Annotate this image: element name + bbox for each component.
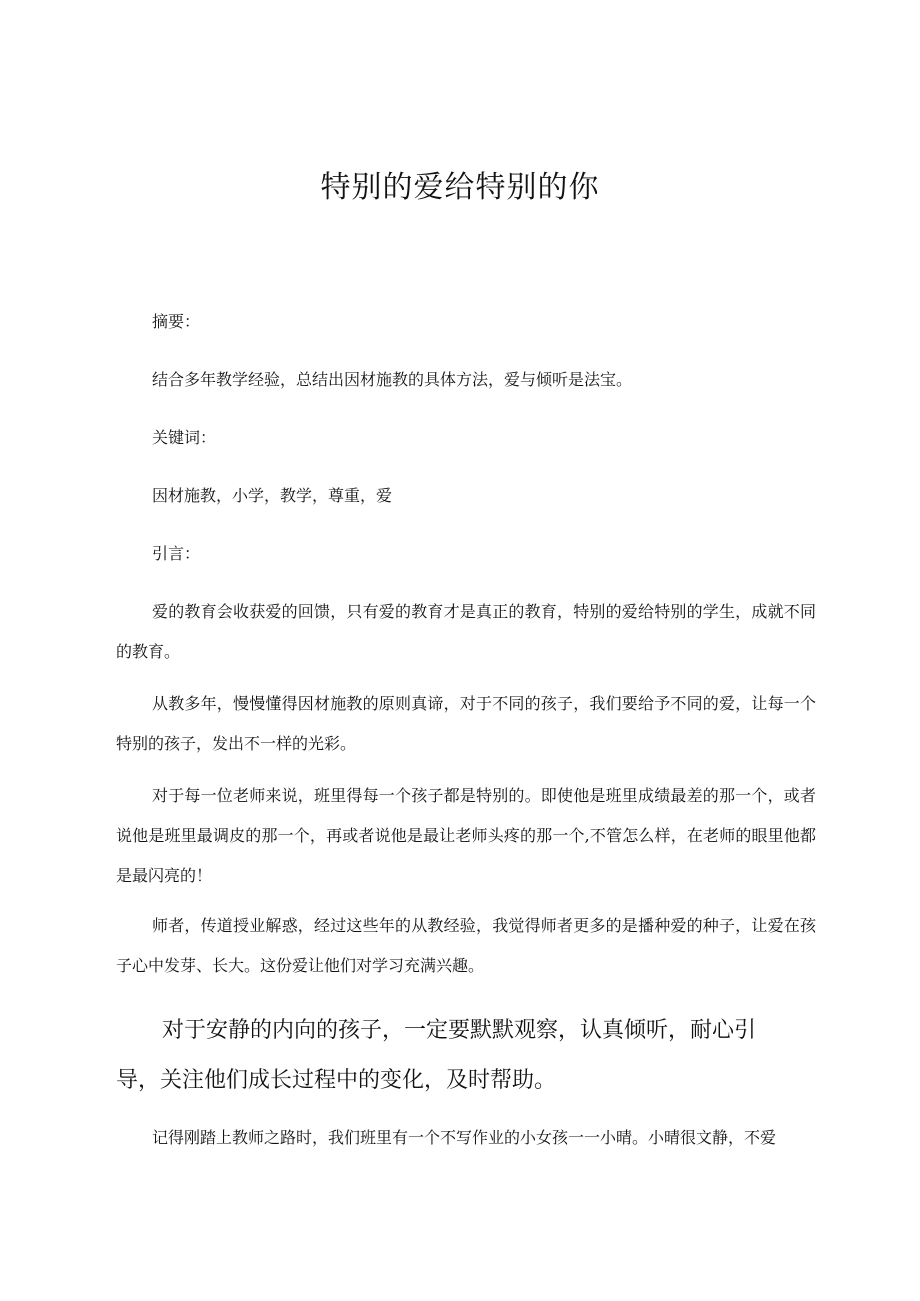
paragraph-4: 师者，传道授业解惑，经过这些年的从教经验，我觉得师者更多的是播种爱的种子，让爱在孩子心中发芽、长大。这份爱让他们对学习充满兴趣。 [116,916,816,975]
keywords-text: 因材施教，小学，教学，尊重，爱 [152,486,393,505]
abstract-text: 结合多年教学经验，总结出因材施教的具体方法，爱与倾听是法宝。 [152,370,633,389]
paragraph-5: 记得刚踏上教师之路时，我们班里有一个不写作业的小女孩一一小晴。小晴很文静，不爱 [152,1128,777,1147]
paragraph-3: 对于每一位老师来说，班里得每一个孩子都是特别的。即使他是班里成绩最差的那一个，或者说他是班里最调皮的那一个，再或者说他是最让老师头疼的那一个,不管怎么样，在老师的眼里他都是最闪亮的！ [116,786,816,885]
document-title: 特别的爱给特别的你 [320,170,600,205]
paragraph-2: 从教多年，慢慢懂得因材施教的原则真谛，对于不同的孩子，我们要给予不同的爱，让每一个特别的孩子，发出不一样的光彩。 [116,694,816,753]
intro-label: 引言： [152,544,201,563]
keywords-label: 关键词： [152,428,217,447]
paragraph-1: 爱的教育会收获爱的回馈，只有爱的教育才是真正的教育，特别的爱给特别的学生，成就不同的教育。 [116,602,816,661]
section-heading: 对于安静的内向的孩子，一定要默默观察，认真倾听，耐心引导，关注他们成长过程中的变化，及时帮助。 [116,1018,757,1093]
abstract-label: 摘要： [152,312,201,331]
